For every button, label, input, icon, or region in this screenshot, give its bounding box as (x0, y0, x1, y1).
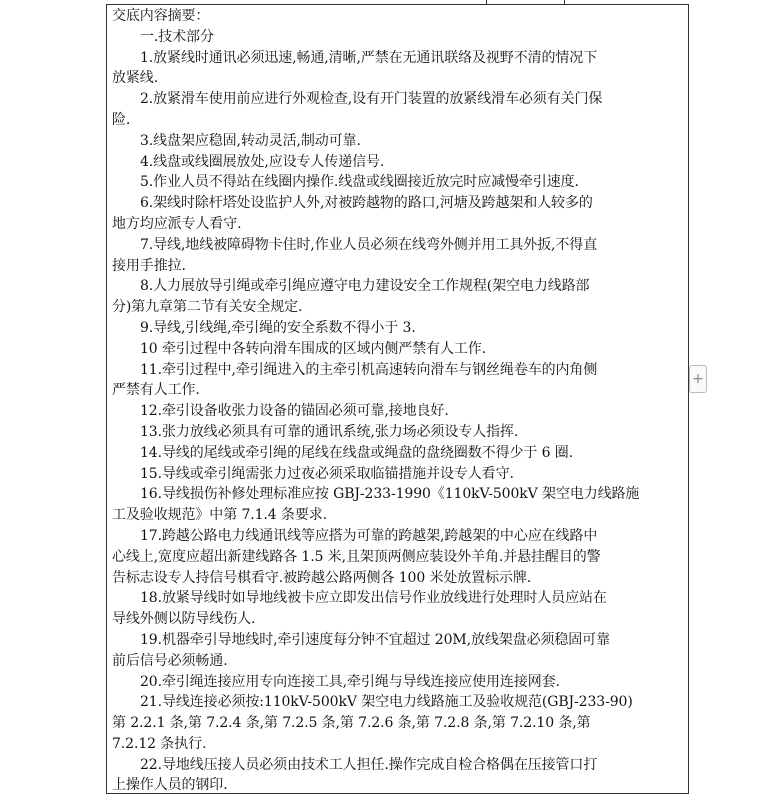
clause-line: 放紧线. (112, 70, 159, 87)
clause-line: 8.人力展放导引绳或牵引绳应遵守电力建设安全工作规程(架空电力线路部 (140, 278, 590, 295)
clause-line: 分)第九章第二节有关安全规定. (112, 299, 303, 316)
clause-line: 13.张力放线必须具有可靠的通讯系统,张力场必须设专人指挥. (140, 423, 519, 440)
clause-line: 21.导线连接必须按:110kV-500kV 架空电力线路施工及验收规范(GBJ-233-90) (140, 694, 633, 711)
clause-line: 接用手推拉. (112, 257, 186, 274)
clause-line: 6.架线时除杆塔处设监护人外,对被跨越物的路口,河塘及跨越架和人较多的 (140, 195, 593, 212)
expand-plus-button[interactable]: + (689, 365, 707, 393)
clause-line: 1.放紧线时通讯必须迅速,畅通,清晰,严禁在无通讯联络及视野不清的情况下 (140, 49, 598, 66)
clause-line: 14.导线的尾线或牵引绳的尾线在线盘或绳盘的盘绕圈数不得少于 6 圈. (140, 444, 574, 461)
clause-line: 工及验收规范》中第 7.1.4 条要求. (112, 507, 327, 524)
clause-line: 5.作业人员不得站在线圈内操作.线盘或线圈接近放完时应减慢牵引速度. (140, 174, 579, 191)
summary-heading: 交底内容摘要： (112, 8, 210, 24)
clause-line: 告标志设专人持信号棋看守.被跨越公路两侧各 100 米处放置标示牌. (112, 569, 532, 586)
clause-line: 心线上,宽度应超出新建线路各 1.5 米,且架顶两侧应装设外羊角.并悬挂醒目的警 (112, 548, 601, 565)
clause-line: 险. (112, 111, 131, 128)
clause-line: 4.线盘或线圈展放处,应设专人传递信号. (140, 153, 385, 170)
clause-line: 严禁有人工作. (112, 382, 200, 399)
clause-line: 9.导线,引线绳,牵引绳的安全系数不得小于 3. (140, 319, 416, 336)
clause-line: 22.导地线压接人员必须由技术工人担任.操作完成自检合格偶在压接管口打 (140, 756, 598, 773)
clause-line: 16.导线损伤补修处理标准应按 GBJ-233-1990《110kV-500kV 架空电力线路施 (140, 486, 640, 503)
clause-line: 15.导线或牵引绳需张力过夜必须采取临锚措施并设专人看守. (140, 465, 514, 482)
clause-line: 19.机器牵引导地线时,牵引速度每分钟不宜超过 20M,放线架盘必须稳固可靠 (140, 631, 610, 648)
clause-line: 第 2.2.1 条,第 7.2.4 条,第 7.2.5 条,第 7.2.6 条,第 7.2.8 条,第 7.2.10 条,第 (112, 715, 591, 732)
section-title: 一.技术部分 (140, 28, 214, 45)
clause-line: 17.跨越公路电力线通讯线等应搭为可靠的跨越架,跨越架的中心应在线路中 (140, 527, 598, 544)
clause-line: 2.放紧滑车使用前应进行外观检查,设有开门装置的放紧线滑车必须有关门保 (140, 91, 603, 108)
clause-line: 7.2.12 条执行. (112, 735, 207, 752)
clause-line: 上操作人员的钢印. (112, 777, 228, 794)
document-body (112, 6, 684, 796)
clause-line: 20.牵引绳连接应用专向连接工具,牵引绳与导线连接应使用连接网套. (140, 673, 560, 690)
clause-line: 12.牵引设备收张力设备的锚固必须可靠,接地良好. (140, 403, 449, 420)
clause-line: 7.导线,地线被障碍物卡住时,作业人员必须在线弯外侧并用工具外扳,不得直 (140, 236, 598, 253)
clause-line: 10 牵引过程中各转向滑车围成的区域内侧严禁有人工作. (140, 340, 487, 357)
clause-line: 3.线盘架应稳固,转动灵活,制动可靠. (140, 132, 361, 149)
clause-line: 地方均应派专人看守. (112, 215, 242, 232)
clause-line: 18.放紧导线时如导地线被卡应立即发出信号作业放线进行处理时人员应站在 (140, 590, 607, 607)
clause-line: 导线外侧以防导线伤人. (112, 611, 256, 628)
clause-line: 11.牵引过程中,牵引绳进入的主牵引机高速转向滑车与钢丝绳卷车的内角侧 (140, 361, 598, 378)
clause-line: 前后信号必须畅通. (112, 652, 228, 669)
